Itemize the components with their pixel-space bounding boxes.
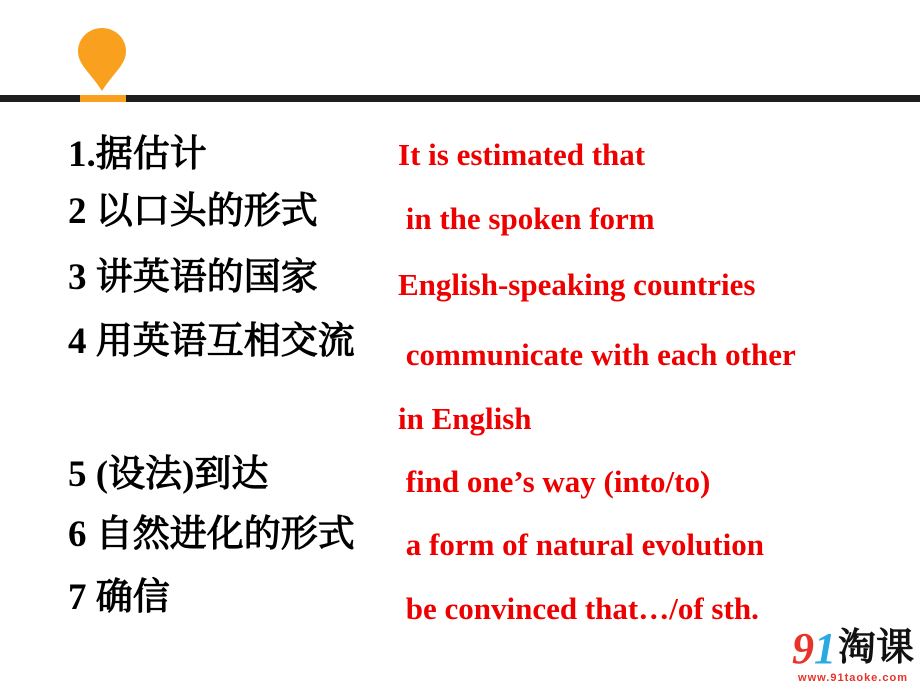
vocab-en-8: be convinced that…/of sth. [398, 591, 759, 626]
vocab-cn-5: 5 (设法)到达 [68, 454, 269, 495]
vocab-en-1: It is estimated that [398, 137, 646, 172]
taoke-logo-wordmark [790, 624, 916, 673]
balloon-marker-icon [77, 28, 127, 92]
divider-bar-accent [80, 95, 126, 102]
vocab-en-5: in English [398, 401, 532, 436]
logo-digit-one: 1 [813, 624, 836, 673]
vocab-cn-7: 7 确信 [68, 577, 170, 618]
vocab-en-4: communicate with each other [398, 337, 796, 372]
vocab-cn-6: 6 自然进化的形式 [68, 514, 355, 555]
vocab-en-7: a form of natural evolution [398, 527, 764, 562]
vocab-en-2: in the spoken form [398, 201, 655, 236]
logo-digit-nine: 9 [791, 624, 814, 673]
divider-bar [0, 95, 920, 102]
vocab-cn-2: 2 以口头的形式 [68, 191, 318, 232]
vocab-cn-4: 4 用英语互相交流 [68, 321, 355, 362]
vocab-cn-3: 3 讲英语的国家 [68, 257, 318, 298]
logo-website-url: www.91taoke.com [798, 672, 908, 684]
vocab-en-3: English-speaking countries [398, 267, 756, 302]
taoke-logo [790, 624, 916, 684]
logo-brand-name: 淘课 [837, 627, 914, 669]
vocab-cn-1: 1.据估计 [68, 134, 207, 175]
vocab-en-6: find one’s way (into/to) [398, 464, 711, 499]
